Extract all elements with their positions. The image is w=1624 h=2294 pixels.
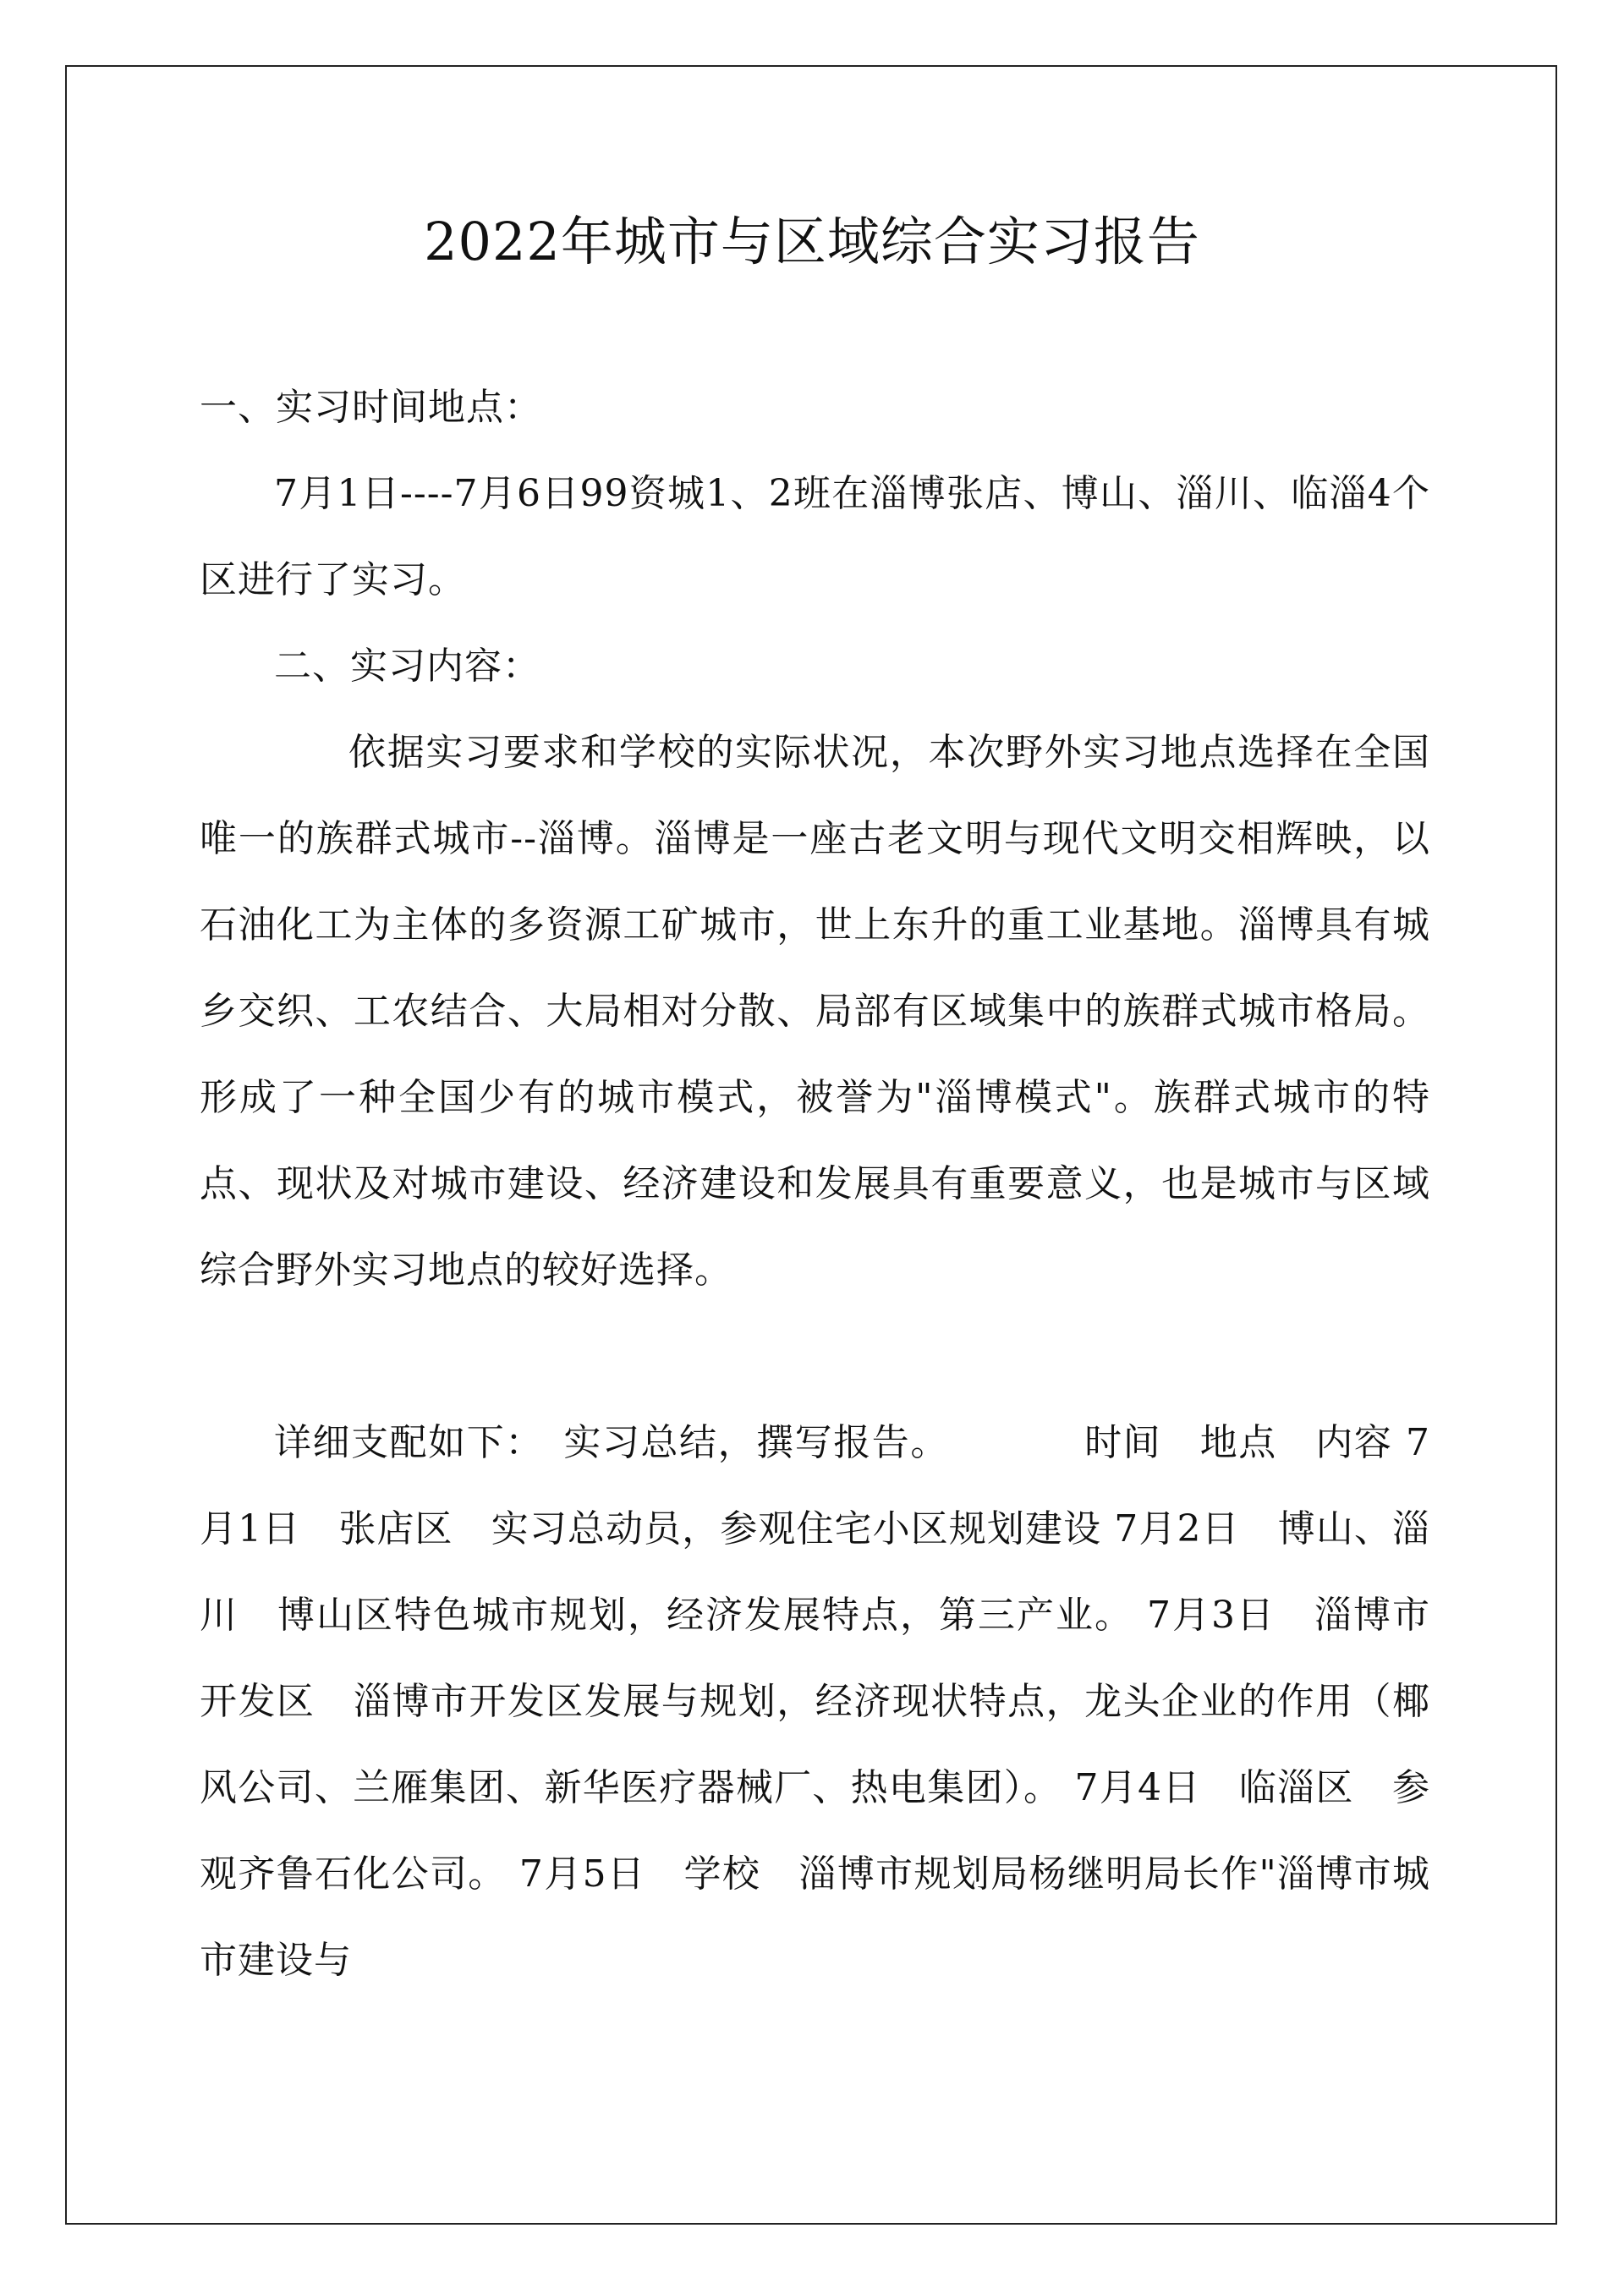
intro-paragraph	[200, 710, 1430, 1314]
section-1-paragraph-text: 7月1日----7月6日99资城1、2班在淄博张店、博山、淄川、临淄4个区进行了实习。	[200, 472, 1430, 601]
intro-paragraph-text: 依据实习要求和学校的实际状况，本次野外实习地点选择在全国唯一的族群式城市--淄博。淄博是一座古老文明与现代文明交相辉映，以石油化工为主体的多资源工矿城市，世上东升的重工业基地。淄博具有城乡交织、工农结合、大局相对分散、局部有区域集中的族群式城市格局。形成了一种全国少有的城市模式，被誉为"淄博模式"。族群式城市的特点、现状及对城市建设、经济建设和发展具有重要意义，也是城市与区域综合野外实习地点的较好选择。	[200, 731, 1430, 1292]
section-2-heading-text: 二、实习内容：	[274, 645, 540, 688]
section-1-paragraph	[200, 451, 1430, 623]
section-1-heading-text: 一、实习时间地点：	[200, 386, 542, 429]
section-1-heading	[200, 365, 1430, 451]
document-title: 2022年城市与区域综合实习报告	[424, 211, 1200, 272]
schedule-paragraph	[200, 1400, 1430, 2004]
schedule-paragraph-text: 详细支配如下： 实习总结，撰写报告。 时间 地点 内容 7月1日 张店区 实习总动员，参观住宅小区规划建设 7月2日 博山、淄川 博山区特色城市规划，经济发展特点，第三产业。 7月3日 淄博市开发区 淄博市开发区发展与规划，经济现状特点，龙头企业的作用（椰风公司、兰雁集团、新华医疗器械厂、热电集团）。 7月4日 临淄区 参观齐鲁石化公司。 7月5日 学校 淄博市规划局杨继明局长作"淄博市城市建设与	[200, 1421, 1430, 1982]
section-2-heading	[200, 623, 1430, 710]
